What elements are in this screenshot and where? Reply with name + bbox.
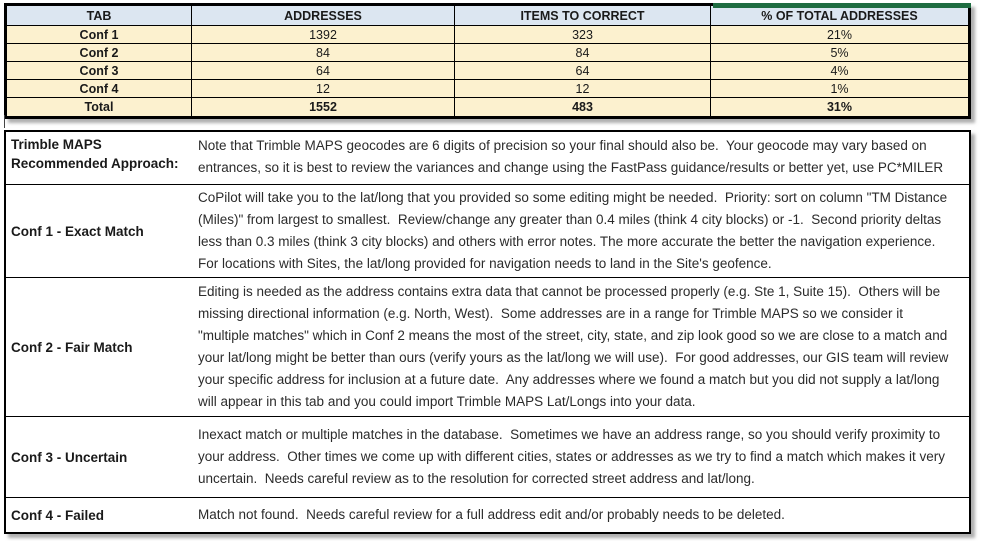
detail-label: Conf 3 - Uncertain — [11, 449, 128, 465]
detail-text: Match not found. Needs careful review for a full address edit and/or probably needs to be deleted. — [198, 507, 785, 522]
summary-cell-addresses: 1552 — [192, 98, 455, 117]
summary-cell-items: 84 — [455, 44, 711, 62]
summary-cell-addresses: 84 — [192, 44, 455, 62]
summary-header-row — [7, 6, 969, 26]
summary-row-conf-2 — [7, 44, 969, 62]
summary-cell-addresses: 64 — [192, 62, 455, 80]
summary-cell-tab: Total — [7, 98, 192, 117]
detail-label: Conf 2 - Fair Match — [11, 339, 133, 355]
summary-cell-pct: 1% — [711, 80, 969, 98]
summary-cell-items: 64 — [455, 62, 711, 80]
detail-text: Editing is needed as the address contains extra data that cannot be processed properly (e.g. Ste 1, Suite 15). Others will be missing directional information (e.g. North, West). Some addresses are in a range for Trimble MAPS so we consider it "multiple matches" which in Conf 2 means the most of the street, city, state, and zip look good so we are close to a match and your lat/long might be better than ours (verify yours as the lat/long we will use). For good addresses, our GIS team will review your specific address for inclusion at a future date. Any addresses where we found a match but you did not supply a lat/long will appear in this tab and you could import Trimble MAPS Lat/Longs into your data. — [198, 284, 953, 409]
summary-table — [6, 5, 969, 117]
summary-cell-items: 483 — [455, 98, 711, 117]
detail-text-cell — [192, 132, 969, 184]
detail-row-3 — [6, 417, 969, 498]
summary-column-header-2: ITEMS TO CORRECT — [455, 6, 711, 26]
summary-column-header-0: TAB — [7, 6, 192, 26]
summary-cell-addresses: 1392 — [192, 26, 455, 44]
summary-row-total — [7, 98, 969, 117]
detail-text: Note that Trimble MAPS geocodes are 6 digits of precision so your final should also be. Your geocode may vary based on entrances, so it is best to review the variances and change using the FastPass guidance/results or better yet, use PC*MILER — [198, 138, 944, 175]
summary-cell-tab: Conf 2 — [7, 44, 192, 62]
detail-text: Inexact match or multiple matches in the database. Sometimes we have an address range, so you should verify proximity to your address. Other times we come up with different cities, states or addresses as we try to find a match which makes it very uncertain. Needs careful review as to the resolution for corrected street address and lat/long. — [198, 427, 949, 486]
summary-cell-pct: 31% — [711, 98, 969, 117]
detail-text-cell — [192, 417, 969, 497]
detail-text-cell — [192, 278, 969, 416]
summary-cell-pct: 4% — [711, 62, 969, 80]
green-accent-bar — [713, 3, 971, 8]
detail-text-cell — [192, 185, 969, 277]
detail-label: Conf 4 - Failed — [11, 507, 105, 523]
detail-row-1 — [6, 185, 969, 278]
table-connector-line — [4, 115, 5, 128]
summary-cell-items: 12 — [455, 80, 711, 98]
detail-row-4 — [6, 498, 969, 532]
summary-row-conf-1 — [7, 26, 969, 44]
detail-row-0 — [6, 132, 969, 185]
summary-cell-tab: Conf 4 — [7, 80, 192, 98]
summary-cell-addresses: 12 — [192, 80, 455, 98]
details-table — [6, 132, 969, 532]
detail-text-cell — [192, 498, 969, 532]
summary-column-header-3: % OF TOTAL ADDRESSES — [711, 6, 969, 26]
summary-row-conf-4 — [7, 80, 969, 98]
summary-cell-tab: Conf 3 — [7, 62, 192, 80]
summary-cell-items: 323 — [455, 26, 711, 44]
summary-row-conf-3 — [7, 62, 969, 80]
details-box — [4, 130, 971, 534]
summary-table-box — [4, 3, 971, 119]
summary-cell-tab: Conf 1 — [7, 26, 192, 44]
detail-text: CoPilot will take you to the lat/long that you provided so some editing might be needed. Priority: sort on column "TM Distance (Miles)" from largest to smallest. Review/change any greater than 0.4 miles (think 4 city blocks) or -1. Second priority deltas less than 0.3 miles (think 3 city blocks) and others with error notes. The more accurate the better the navigation experience. For locations with Sites, the lat/long provided for navigation needs to land in the Site's geofence. — [198, 190, 951, 271]
summary-cell-pct: 5% — [711, 44, 969, 62]
detail-label: Conf 1 - Exact Match — [11, 223, 144, 239]
detail-label: Trimble MAPS Recommended Approach: — [11, 137, 179, 171]
summary-cell-pct: 21% — [711, 26, 969, 44]
summary-column-header-1: ADDRESSES — [192, 6, 455, 26]
detail-row-2 — [6, 278, 969, 417]
